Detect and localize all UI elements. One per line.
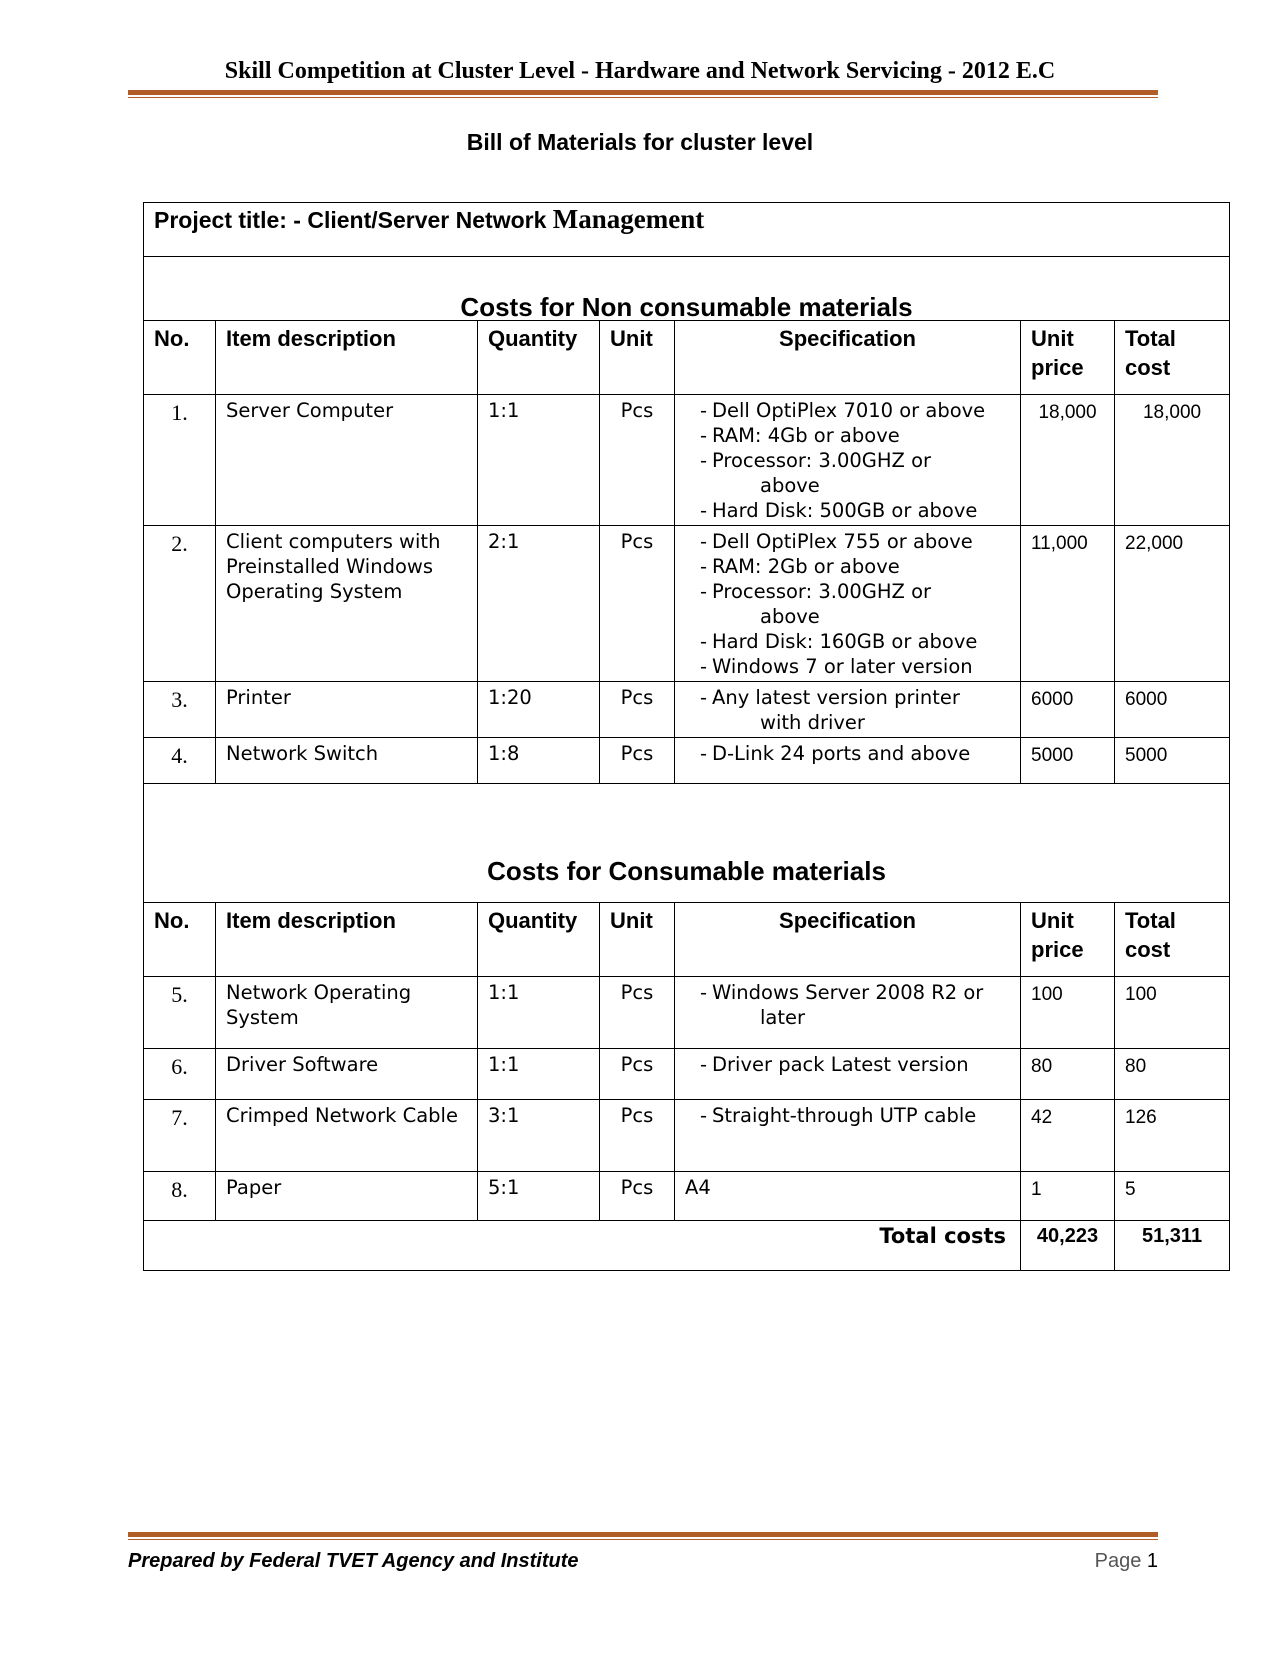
row-no: 8. <box>144 1172 216 1221</box>
row-unit: Pcs <box>600 682 675 738</box>
spec-item: - D-Link 24 ports and above <box>700 741 1010 766</box>
row-no: 2. <box>144 526 216 682</box>
totals-label: Total costs <box>144 1221 1021 1271</box>
table-row <box>144 682 1230 738</box>
spec-item: - Windows 7 or later version <box>700 654 1010 679</box>
row-unit: Pcs <box>600 977 675 1049</box>
row-unit-price: 6000 <box>1021 682 1115 738</box>
row-item: Driver Software <box>216 1049 478 1100</box>
row-quantity: 3:1 <box>478 1100 600 1172</box>
row-no: 4. <box>144 738 216 784</box>
row-unit-price: 42 <box>1021 1100 1115 1172</box>
row-total-cost: 18,000 <box>1115 395 1230 526</box>
row-unit-price: 1 <box>1021 1172 1115 1221</box>
row-specification <box>675 977 1021 1049</box>
row-unit: Pcs <box>600 738 675 784</box>
footer-prepared-by: Prepared by Federal TVET Agency and Institute <box>128 1550 579 1572</box>
row-unit: Pcs <box>600 1100 675 1172</box>
spec-item: - Dell OptiPlex 7010 or above <box>700 398 1010 423</box>
spec-item: - Straight-through UTP cable <box>700 1103 1010 1128</box>
table-row <box>144 526 1230 682</box>
spec-item: - Driver pack Latest version <box>700 1052 1010 1077</box>
footer-rule-thick <box>128 1532 1158 1537</box>
table-row <box>144 977 1230 1049</box>
row-item: Server Computer <box>216 395 478 526</box>
row-quantity: 1:1 <box>478 1049 600 1100</box>
row-no: 7. <box>144 1100 216 1172</box>
table-row <box>144 395 1230 526</box>
row-quantity: 1:1 <box>478 395 600 526</box>
row-item: Network Switch <box>216 738 478 784</box>
col-header-quantity: Quantity <box>478 321 600 395</box>
column-header-row <box>144 903 1230 977</box>
header-rule-thick <box>128 90 1158 95</box>
spec-item: - Dell OptiPlex 755 or above <box>700 529 1010 554</box>
row-unit-price: 18,000 <box>1021 395 1115 526</box>
row-specification <box>675 1049 1021 1100</box>
row-no: 6. <box>144 1049 216 1100</box>
row-quantity: 1:20 <box>478 682 600 738</box>
spec-item: - Hard Disk: 160GB or above <box>700 629 1010 654</box>
col-header-item: Item description <box>216 903 478 977</box>
row-total-cost: 22,000 <box>1115 526 1230 682</box>
col-header-specification: Specification <box>675 903 1021 977</box>
row-quantity: 2:1 <box>478 526 600 682</box>
col-header-no: No. <box>144 903 216 977</box>
row-quantity: 1:8 <box>478 738 600 784</box>
spec-item: - Windows Server 2008 R2 or later <box>700 980 1010 1030</box>
row-item: Paper <box>216 1172 478 1221</box>
row-total-cost: 6000 <box>1115 682 1230 738</box>
spec-item: - Any latest version printer with driver <box>700 685 1010 735</box>
header-rule-thin <box>128 97 1158 98</box>
table-row <box>144 1100 1230 1172</box>
page-number: Page 1 <box>1094 1550 1158 1572</box>
col-header-no: No. <box>144 321 216 395</box>
bill-of-materials-table <box>143 202 1230 1271</box>
section-heading-non-consumable: Costs for Non consumable materials <box>144 257 1230 321</box>
col-header-total-cost: Total cost <box>1115 321 1230 395</box>
row-specification <box>675 526 1021 682</box>
row-unit: Pcs <box>600 1049 675 1100</box>
table-row <box>144 1049 1230 1100</box>
row-total-cost: 100 <box>1115 977 1230 1049</box>
row-item: Crimped Network Cable <box>216 1100 478 1172</box>
row-specification: A4 <box>675 1172 1021 1221</box>
row-item: Network Operating System <box>216 977 478 1049</box>
col-header-unit-price: Unit price <box>1021 321 1115 395</box>
spec-item: - Hard Disk: 500GB or above <box>700 498 1010 523</box>
row-specification <box>675 682 1021 738</box>
row-item: Client computers with Preinstalled Windows Operating System <box>216 526 478 682</box>
col-header-unit-price: Unit price <box>1021 903 1115 977</box>
row-specification <box>675 738 1021 784</box>
row-unit-price: 80 <box>1021 1049 1115 1100</box>
col-header-item: Item description <box>216 321 478 395</box>
row-total-cost: 80 <box>1115 1049 1230 1100</box>
col-header-unit: Unit <box>600 903 675 977</box>
spec-item: - RAM: 2Gb or above <box>700 554 1010 579</box>
section-heading-consumable: Costs for Consumable materials <box>144 784 1230 903</box>
col-header-specification: Specification <box>675 321 1021 395</box>
row-unit-price: 5000 <box>1021 738 1115 784</box>
totals-total-cost: 51,311 <box>1115 1221 1230 1271</box>
row-no: 5. <box>144 977 216 1049</box>
totals-row <box>144 1221 1230 1271</box>
row-no: 3. <box>144 682 216 738</box>
row-specification <box>675 1100 1021 1172</box>
table-row <box>144 1172 1230 1221</box>
running-header: Skill Competition at Cluster Level - Hardware and Network Servicing - 2012 E.C <box>224 58 1056 84</box>
row-unit: Pcs <box>600 1172 675 1221</box>
row-specification <box>675 395 1021 526</box>
totals-unit-price: 40,223 <box>1021 1221 1115 1271</box>
row-unit: Pcs <box>600 395 675 526</box>
col-header-unit: Unit <box>600 321 675 395</box>
row-unit-price: 11,000 <box>1021 526 1115 682</box>
spec-item: - RAM: 4Gb or above <box>700 423 1010 448</box>
column-header-row <box>144 321 1230 395</box>
row-quantity: 1:1 <box>478 977 600 1049</box>
spec-item: - Processor: 3.00GHZ or above <box>700 579 1010 629</box>
spec-item: - Processor: 3.00GHZ or above <box>700 448 1010 498</box>
row-total-cost: 5 <box>1115 1172 1230 1221</box>
row-unit: Pcs <box>600 526 675 682</box>
project-title: Project title: - Client/Server Network Management <box>144 203 1230 257</box>
footer-rule-thin <box>128 1539 1158 1540</box>
col-header-total-cost: Total cost <box>1115 903 1230 977</box>
col-header-quantity: Quantity <box>478 903 600 977</box>
row-item: Printer <box>216 682 478 738</box>
row-total-cost: 5000 <box>1115 738 1230 784</box>
row-unit-price: 100 <box>1021 977 1115 1049</box>
table-row <box>144 738 1230 784</box>
row-quantity: 5:1 <box>478 1172 600 1221</box>
row-total-cost: 126 <box>1115 1100 1230 1172</box>
document-title: Bill of Materials for cluster level <box>466 129 814 155</box>
row-no: 1. <box>144 395 216 526</box>
